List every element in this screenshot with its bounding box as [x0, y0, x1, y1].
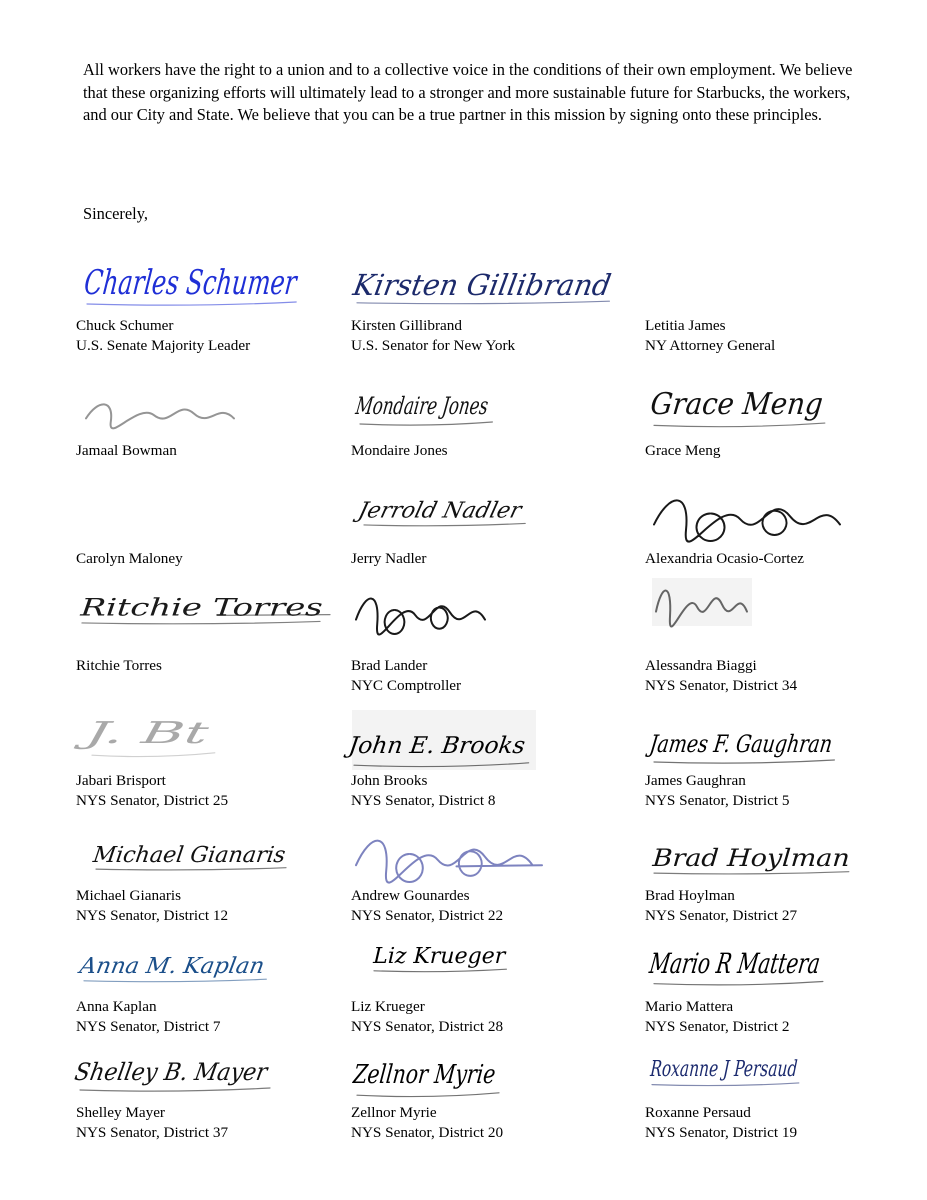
signature-flourish [654, 872, 849, 874]
signatory-block [351, 997, 503, 1036]
signatory-block [351, 549, 426, 569]
signature-flourish [354, 763, 529, 767]
signature-flourish [654, 760, 834, 763]
signatory-block [645, 656, 797, 695]
signatory-block [76, 771, 228, 810]
signatory-title: NY Attorney General [645, 336, 776, 354]
handwritten-signature [82, 700, 220, 760]
signature-flourish [96, 868, 286, 870]
signatory-name: Andrew Gounardes [351, 887, 470, 904]
signatory-block [645, 549, 804, 569]
signature-lettering: Brad Hoylman [651, 843, 830, 872]
handwritten-signature [82, 258, 385, 308]
signature-flourish [364, 523, 525, 525]
signatory-title: NYS Senator, District 20 [351, 1123, 504, 1141]
signature-lettering: Mario R Mattera [647, 947, 891, 980]
signatory-name: Mondaire Jones [351, 442, 448, 459]
signature-flourish [652, 1083, 799, 1086]
signatory-name: John Brooks [351, 772, 428, 789]
signature-lettering: Ritchie Torres [79, 593, 254, 622]
handwritten-signature [647, 934, 891, 988]
signatory-block [645, 886, 797, 925]
signatory-block [76, 656, 162, 676]
signature-strokes [350, 266, 621, 306]
signatory-block [351, 886, 503, 925]
signatory-name: Jerry Nadler [351, 550, 427, 567]
signature-lettering: Jerrold Nadler [355, 497, 524, 524]
signatory-block [351, 1103, 503, 1142]
signature-lettering: Michael Gianaris [91, 842, 286, 868]
signatory-block [76, 549, 183, 569]
signatory-title: NYS Senator, District 5 [645, 791, 790, 809]
handwritten-signature [82, 396, 242, 428]
handwritten-signature [352, 826, 542, 882]
signatory-name: Alessandra Biaggi [645, 657, 757, 674]
signatory-block [76, 886, 228, 925]
signature-strokes [649, 1046, 861, 1088]
signature-strokes [352, 826, 542, 882]
signature-flourish [84, 979, 266, 982]
signatory-title: NYS Senator, District 27 [645, 906, 798, 924]
signature-flourish [654, 982, 823, 985]
signature-strokes [648, 372, 840, 430]
signatory-title: NYS Senator, District 37 [76, 1123, 229, 1141]
signatory-name: Shelley Mayer [76, 1104, 165, 1121]
handwritten-signature [80, 588, 330, 626]
signatory-block [645, 997, 790, 1036]
signature-lettering: Anna M. Kaplan [77, 952, 262, 979]
handwritten-signature [351, 1040, 536, 1100]
signature-strokes [351, 1040, 536, 1100]
signatory-block [351, 441, 448, 461]
signatory-name: Chuck Schumer [76, 317, 174, 334]
signature-flourish [654, 423, 825, 427]
handwritten-signature [372, 934, 512, 974]
handwritten-signature [649, 1046, 861, 1088]
handwritten-signature [352, 586, 492, 634]
signature-strokes [72, 1044, 286, 1094]
handwritten-signature [91, 836, 294, 872]
signatory-name: Brad Lander [351, 657, 428, 674]
signatory-block [76, 441, 177, 461]
signature-strokes [82, 700, 220, 760]
signatory-block [645, 1103, 797, 1142]
handwritten-signature [650, 486, 850, 541]
signatory-name: Roxanne Persaud [645, 1104, 751, 1121]
signatory-name: Anna Kaplan [76, 998, 157, 1015]
signature-lettering: Charles Schumer [82, 263, 385, 303]
signatory-title: NYS Senator, District 19 [645, 1123, 798, 1141]
handwritten-signature [72, 1044, 286, 1094]
handwritten-signature [648, 716, 882, 766]
signature-lettering: John E. Brooks [347, 733, 524, 760]
signature-flourish [356, 841, 542, 883]
signatory-block [645, 441, 720, 461]
signatory-name: Jabari Brisport [76, 772, 166, 789]
signature-flourish [80, 1088, 270, 1091]
signature-strokes [355, 490, 532, 528]
signature-strokes [648, 716, 882, 766]
signatory-title: NYS Senator, District 25 [76, 791, 229, 809]
signature-flourish [92, 753, 215, 757]
signatory-name: Grace Meng [645, 442, 721, 459]
signatory-name: Carolyn Maloney [76, 550, 183, 567]
signature-strokes [347, 710, 536, 770]
handwritten-signature [350, 266, 621, 306]
signatory-block [76, 997, 221, 1036]
signature-lettering: J. Bt [82, 716, 152, 752]
signatory-block [645, 771, 790, 810]
signature-strokes [82, 258, 385, 308]
signatory-name: Mario Mattera [645, 998, 734, 1015]
signature-lettering: Liz Krueger [372, 943, 506, 969]
signatory-name: Alexandria Ocasio-Cortez [645, 550, 804, 567]
signature-flourish [654, 500, 840, 541]
signature-flourish [356, 599, 485, 635]
signatory-title: NYS Senator, District 28 [351, 1017, 504, 1035]
signatory-title: NYC Comptroller [351, 676, 462, 694]
signature-strokes [352, 586, 492, 634]
signature-strokes [80, 588, 330, 626]
letter-closing: Sincerely, [83, 204, 148, 223]
signatory-block [645, 316, 775, 355]
signature-strokes [652, 840, 857, 876]
signatory-name: Letitia James [645, 317, 726, 334]
signatory-title: U.S. Senator for New York [351, 336, 516, 354]
signatory-title: NYS Senator, District 7 [76, 1017, 221, 1035]
signature-lettering: Grace Meng [648, 386, 840, 422]
signature-lettering: Shelley B. Mayer [72, 1058, 286, 1086]
signatory-title: NYS Senator, District 34 [645, 676, 798, 694]
signatory-block [76, 316, 250, 355]
signature-flourish [374, 969, 506, 972]
signature-strokes [354, 378, 550, 428]
signature-lettering: Mondaire Jones [354, 392, 550, 420]
signature-strokes [77, 944, 274, 984]
letter-body-paragraph: All workers have the right to a union and to a collective voice in the conditions of their own employment. We believe that these organizing efforts will ultimately lead to a stronger and more sustainable future for Starbucks, the workers, and our City and State. We believe that you can be a true partner in this mission by signing onto these principles. [83, 60, 853, 124]
signature-strokes [647, 934, 891, 988]
handwritten-signature [648, 372, 840, 430]
signature-strokes [372, 934, 512, 974]
signatory-name: Liz Krueger [351, 998, 425, 1015]
signatory-name: James Gaughran [645, 772, 746, 789]
handwritten-signature [652, 578, 752, 626]
handwritten-signature [652, 840, 857, 876]
signatory-name: Ritchie Torres [76, 657, 162, 674]
signatory-block [351, 316, 515, 355]
signatory-name: Brad Hoylman [645, 887, 735, 904]
signatory-block [351, 771, 496, 810]
signature-strokes [82, 396, 242, 428]
signatory-name: Zellnor Myrie [351, 1104, 437, 1121]
signatory-title: U.S. Senate Majority Leader [76, 336, 251, 354]
signatory-block [351, 656, 461, 695]
handwritten-signature [77, 944, 274, 984]
signatory-title: NYS Senator, District 2 [645, 1017, 790, 1035]
signature-flourish [360, 422, 492, 425]
handwritten-signature [347, 710, 536, 770]
handwritten-signature [355, 490, 532, 528]
signature-strokes [650, 486, 850, 541]
handwritten-signature [354, 378, 550, 428]
signatory-title: NYS Senator, District 22 [351, 906, 504, 924]
signatory-title: NYS Senator, District 8 [351, 791, 496, 809]
signature-lettering: Zellnor Myrie [351, 1060, 536, 1091]
signature-lettering: Roxanne J Persaud [649, 1057, 861, 1083]
signature-flourish [656, 591, 747, 627]
signatory-name: Jamaal Bowman [76, 442, 177, 459]
signatory-block [76, 1103, 228, 1142]
signatory-name: Kirsten Gillibrand [351, 317, 462, 334]
signature-lettering: Kirsten Gillibrand [350, 268, 621, 302]
signatory-name: Michael Gianaris [76, 887, 182, 904]
signatory-title: NYS Senator, District 12 [76, 906, 229, 924]
signature-strokes [652, 578, 752, 626]
signature-flourish [86, 404, 234, 428]
signature-lettering: James F. Gaughran [648, 730, 882, 758]
signature-flourish [357, 1093, 499, 1097]
signature-strokes [91, 836, 294, 872]
